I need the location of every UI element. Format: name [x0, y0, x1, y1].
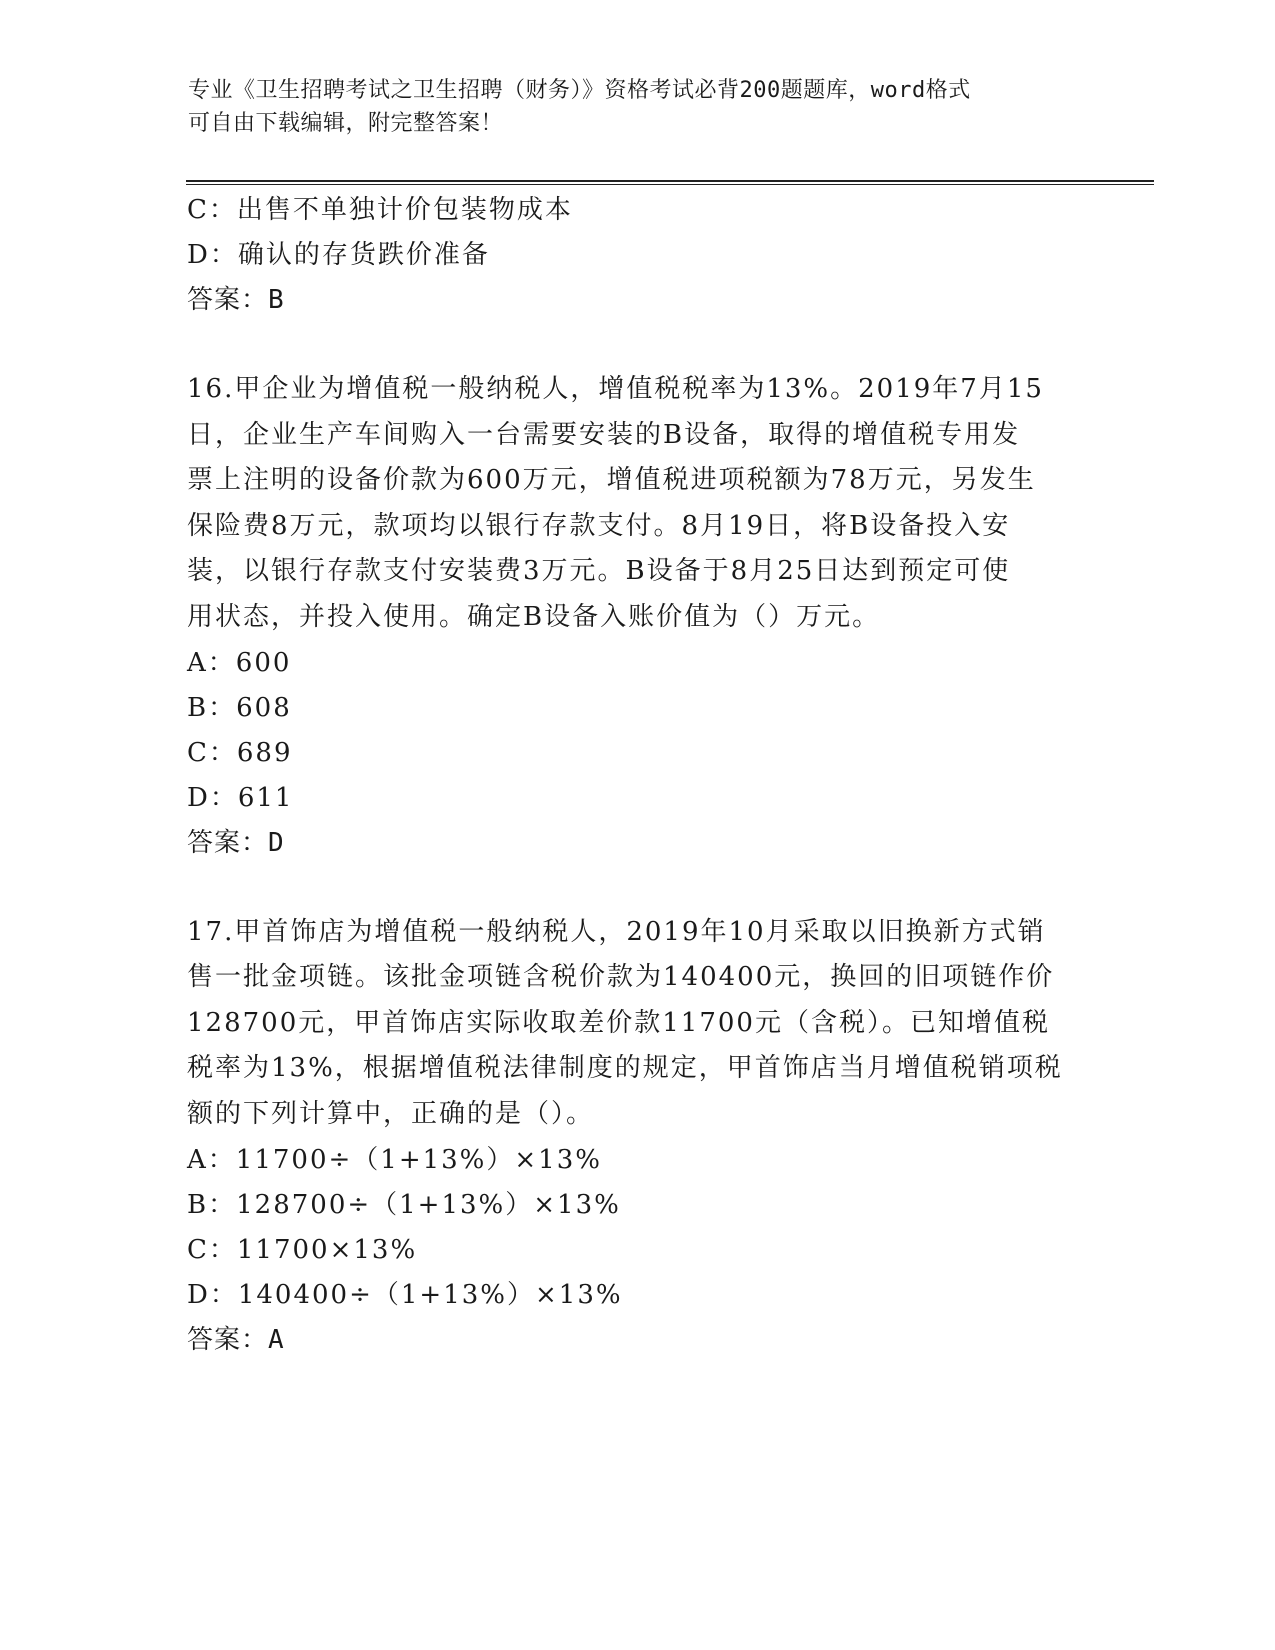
option-a: A：11700÷（1+13%）×13%	[187, 1144, 602, 1175]
option-c: C：689	[187, 737, 293, 768]
question-content	[187, 188, 1087, 1363]
answer-line: 答案：B	[187, 285, 285, 315]
stem-line: 16.甲企业为增值税一般纳税人，增值税税率为13%。2019年7月15	[187, 374, 1044, 404]
question-17	[187, 910, 1087, 1363]
stem-line: 装，以银行存款支付安装费3万元。B设备于8月25日达到预定可使	[187, 556, 1011, 587]
answer-line: 答案：A	[187, 1324, 285, 1355]
stem-line: 保险费8万元，款项均以银行存款支付。8月19日，将B设备投入安	[187, 510, 1011, 541]
option-a: A：600	[187, 647, 292, 678]
option-b: B：128700÷（1+13%）×13%	[187, 1189, 621, 1220]
option-c: C：出售不单独计价包装物成本	[187, 195, 573, 225]
document-header	[188, 74, 1088, 140]
spacer	[187, 866, 1087, 910]
spacer	[187, 323, 1087, 367]
stem-line: 税率为13%，根据增值税法律制度的规定，甲首饰店当月增值税销项税	[187, 1053, 1063, 1084]
stem-line: 17.甲首饰店为增值税一般纳税人，2019年10月采取以旧换新方式销	[187, 916, 1046, 947]
stem-line: 票上注明的设备价款为600万元，增值税进项税额为78万元，另发生	[187, 465, 1036, 496]
option-d: D：611	[187, 782, 294, 813]
question-stem	[187, 367, 1077, 641]
option-b: B：608	[187, 692, 292, 723]
stem-line: 用状态，并投入使用。确定B设备入账价值为（）万元。	[187, 601, 881, 632]
stem-line: 售一批金项链。该批金项链含税价款为140400元，换回的旧项链作价	[187, 962, 1055, 993]
header-line-2: 可自由下载编辑，附完整答案！	[188, 111, 504, 136]
option-d: D：140400÷（1+13%）×13%	[187, 1279, 623, 1310]
stem-line: 日，企业生产车间购入一台需要安装的B设备，取得的增值税专用发	[187, 419, 1021, 450]
header-rule-thin	[186, 184, 1154, 185]
prev-question-block	[187, 188, 1087, 323]
question-16	[187, 367, 1087, 866]
answer-line: 答案：D	[187, 827, 285, 858]
question-stem	[187, 910, 1077, 1138]
option-d: D：确认的存货跌价准备	[187, 240, 490, 270]
stem-line: 额的下列计算中，正确的是（）。	[187, 1098, 595, 1129]
option-c: C：11700×13%	[187, 1234, 418, 1265]
header-line-1: 专业《卫生招聘考试之卫生招聘（财务）》资格考试必背200题题库，word格式	[188, 78, 971, 103]
stem-line: 128700元，甲首饰店实际收取差价款11700元（含税）。已知增值税	[187, 1007, 1050, 1038]
header-rule-thick	[186, 180, 1154, 182]
